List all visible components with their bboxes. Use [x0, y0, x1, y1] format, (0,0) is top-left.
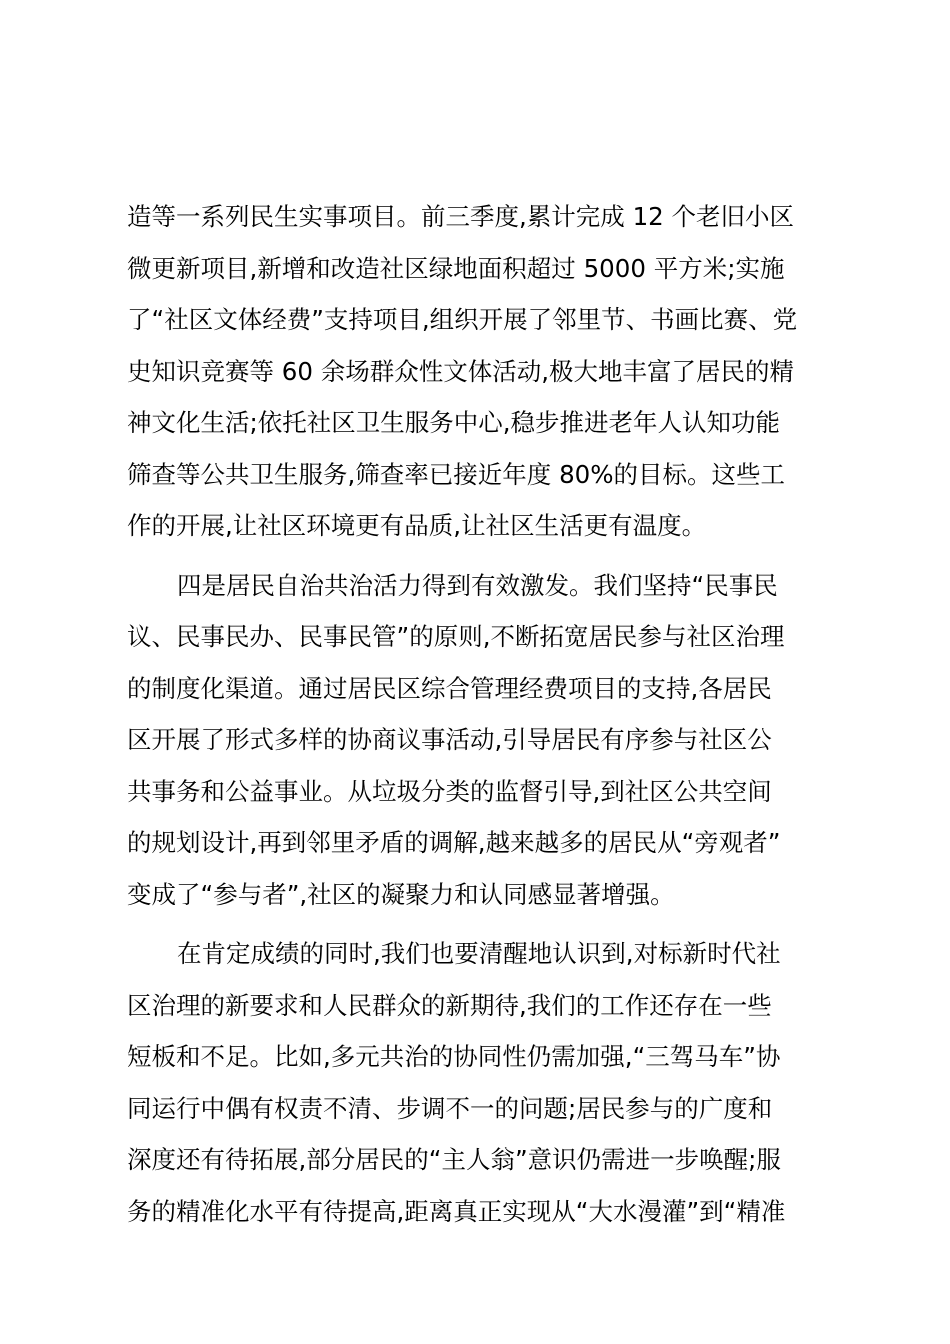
text-line: 区开展了形式多样的协商议事活动,引导居民有序参与社区公 [127, 725, 772, 754]
text-line: 造等一系列民生实事项目。前三季度,累计完成 12 个老旧小区 [127, 202, 795, 231]
text-line: 区治理的新要求和人民群众的新期待,我们的工作还存在一些 [127, 990, 772, 1020]
text-line: 深度还有待拓展,部分居民的“主人翁”意识仍需进一步唤醒;服 [127, 1145, 781, 1174]
text-line: 在肯定成绩的同时,我们也要清醒地认识到,对标新时代社 [177, 939, 781, 968]
text-line: 的制度化渠道。通过居民区综合管理经费项目的支持,各居民 [127, 673, 772, 703]
text-line: 议、民事民办、民事民管”的原则,不断拓宽居民参与社区治理 [127, 622, 785, 651]
text-line: 神文化生活;依托社区卫生服务中心,稳步推进老年人认知功能 [127, 408, 781, 437]
text-line: 短板和不足。比如,多元共治的协同性仍需加强,“三驾马车”协 [127, 1042, 781, 1071]
text-line: 筛查等公共卫生服务,筛查率已接近年度 80%的目标。这些工 [127, 459, 786, 489]
paragraph-1 [127, 191, 827, 552]
text-line: 微更新项目,新增和改造社区绿地面积超过 5000 平方米;实施 [127, 253, 785, 283]
body-text [127, 191, 827, 1245]
text-line: 的规划设计,再到邻里矛盾的调解,越来越多的居民从“旁观者” [127, 828, 781, 857]
text-line: 同运行中偶有权责不清、步调不一的问题;居民参与的广度和 [127, 1093, 773, 1123]
paragraph-3 [127, 928, 827, 1237]
paragraph-2 [127, 560, 827, 921]
text-line: 四是居民自治共治活力得到有效激发。我们坚持“民事民 [177, 570, 778, 600]
text-line: 史知识竞赛等 60 余场群众性文体活动,极大地丰富了居民的精 [127, 356, 795, 386]
text-line: 共事务和公益事业。从垃圾分类的监督引导,到社区公共空间 [127, 776, 772, 806]
text-line: 变成了“参与者”,社区的凝聚力和认同感显著增强。 [127, 879, 675, 909]
text-line: 作的开展,让社区环境更有品质,让社区生活更有温度。 [127, 511, 707, 540]
text-line: 了“社区文体经费”支持项目,组织开展了邻里节、书画比赛、党 [127, 305, 798, 334]
text-line: 务的精准化水平有待提高,距离真正实现从“大水漫灌”到“精准 [127, 1196, 786, 1226]
